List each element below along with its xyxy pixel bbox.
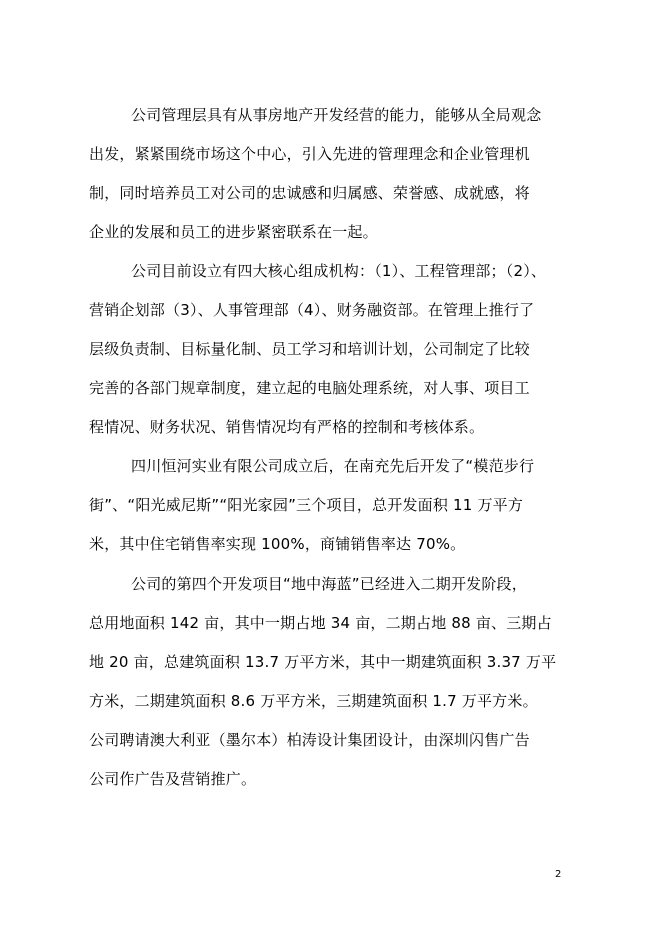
paragraph-4-line-2: 总用地面积 142 亩，其中一期占地 34 亩，二期占地 88 亩、三期占 — [89, 614, 552, 632]
paragraph-1-line-1: 公司管理层具有从事房地产开发经营的能力，能够从全局观念 — [131, 106, 542, 124]
paragraph-4-line-6: 公司作广告及营销推广。 — [89, 770, 257, 788]
paragraph-4-line-3: 地 20 亩，总建筑面积 13.7 万平方米，其中一期建筑面积 3.37 万平 — [89, 653, 557, 671]
paragraph-1-line-2: 出发，紧紧围绕市场这个中心，引入先进的管理理念和企业管理机 — [89, 145, 530, 163]
paragraph-2-line-1: 公司目前设立有四大核心组成机构：（1）、工程管理部；（2）、 — [131, 262, 547, 280]
paragraph-4-line-4: 方米，二期建筑面积 8.6 万平方米，三期建筑面积 1.7 万平方米。 — [89, 692, 538, 710]
paragraph-1-line-4: 企业的发展和员工的进步紧密联系在一起。 — [89, 223, 378, 241]
paragraph-3-line-3: 米，其中住宅销售率实现 100%，商铺销售率达 70%。 — [89, 535, 466, 553]
paragraph-2-line-3: 层级负责制、目标量化制、员工学习和培训计划，公司制定了比较 — [89, 340, 530, 358]
paragraph-1-line-3: 制，同时培养员工对公司的忠诚感和归属感、荣誉感、成就感，将 — [89, 184, 530, 202]
paragraph-2-line-2: 营销企划部（3）、人事管理部（4）、财务融资部。在管理上推行了 — [89, 301, 535, 319]
paragraph-2-line-4: 完善的各部门规章制度，建立起的电脑处理系统，对人事、项目工 — [89, 379, 530, 397]
paragraph-3-line-2: 街”、“阳光威尼斯”“阳光家园”三个项目，总开发面积 11 万平方 — [89, 496, 524, 514]
paragraph-3-line-1: 四川恒河实业有限公司成立后，在南充先后开发了“模范步行 — [131, 457, 535, 475]
paragraph-4-line-1: 公司的第四个开发项目“地中海蓝”已经进入二期开发阶段， — [131, 575, 527, 593]
paragraph-4-line-5: 公司聘请澳大利亚（墨尔本）柏涛设计集团设计，由深圳闪售广告 — [89, 731, 530, 749]
paragraph-2-line-5: 程情况、财务状况、销售情况均有严格的控制和考核体系。 — [89, 418, 485, 436]
page-number: 2 — [555, 869, 562, 880]
